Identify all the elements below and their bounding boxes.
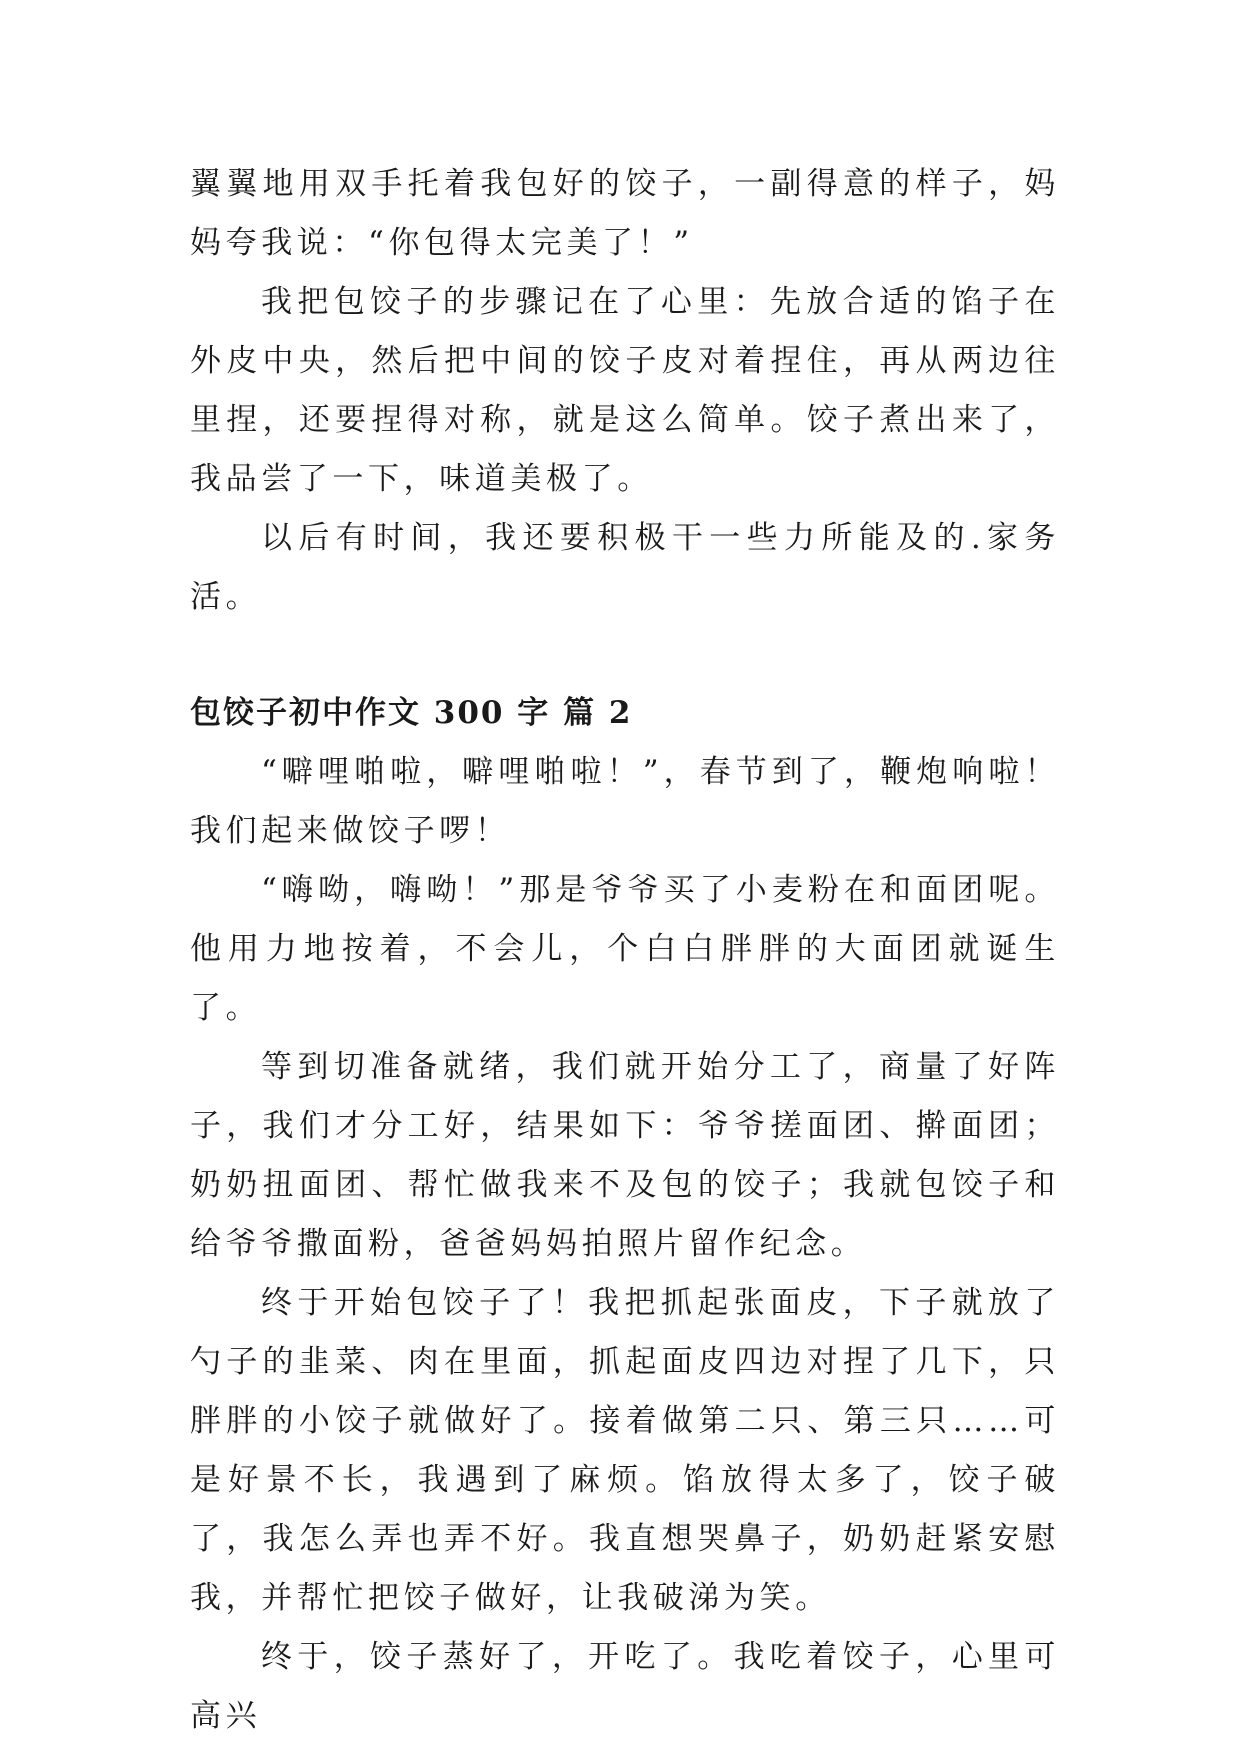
paragraph: 等到切准备就绪，我们就开始分工了，商量了好阵子，我们才分工好，结果如下：爷爷搓面团、擀面团；奶奶扭面团、帮忙做我来不及包的饺子；我就包饺子和给爷爷撒面粉，爸爸妈妈拍照片留作纪念。: [190, 1049, 1060, 1262]
paragraph: 终于，饺子蒸好了，开吃了。我吃着饺子，心里可高兴: [190, 1639, 1060, 1734]
paragraph: “嗨呦，嗨呦！”那是爷爷买了小麦粉在和面团呢。他用力地按着，不会儿，个白白胖胖的大面团就诞生了。: [190, 872, 1060, 1026]
paragraph: 以后有时间，我还要积极干一些力所能及的.家务活。: [190, 520, 1060, 615]
document-body: [190, 155, 1060, 1746]
section-title: 包饺子初中作文 300 字 篇 2: [190, 695, 633, 731]
section-spacer: [190, 627, 1060, 684]
paragraph: 我把包饺子的步骤记在了心里：先放合适的馅子在外皮中央，然后把中间的饺子皮对着捏住，再从两边往里捏，还要捏得对称，就是这么简单。饺子煮出来了，我品尝了一下，味道美极了。: [190, 284, 1060, 497]
paragraph: 终于开始包饺子了！我把抓起张面皮，下子就放了勺子的韭菜、肉在里面，抓起面皮四边对捏了几下，只胖胖的小饺子就做好了。接着做第二只、第三只……可是好景不长，我遇到了麻烦。馅放得太多了，饺子破了，我怎么弄也弄不好。我直想哭鼻子，奶奶赶紧安慰我，并帮忙把饺子做好，让我破涕为笑。: [190, 1285, 1060, 1616]
paragraph: 翼翼地用双手托着我包好的饺子，一副得意的样子，妈妈夸我说：“你包得太完美了！”: [190, 166, 1060, 261]
paragraph: “噼哩啪啦，噼哩啪啦！”，春节到了，鞭炮响啦！我们起来做饺子啰！: [190, 754, 1060, 849]
